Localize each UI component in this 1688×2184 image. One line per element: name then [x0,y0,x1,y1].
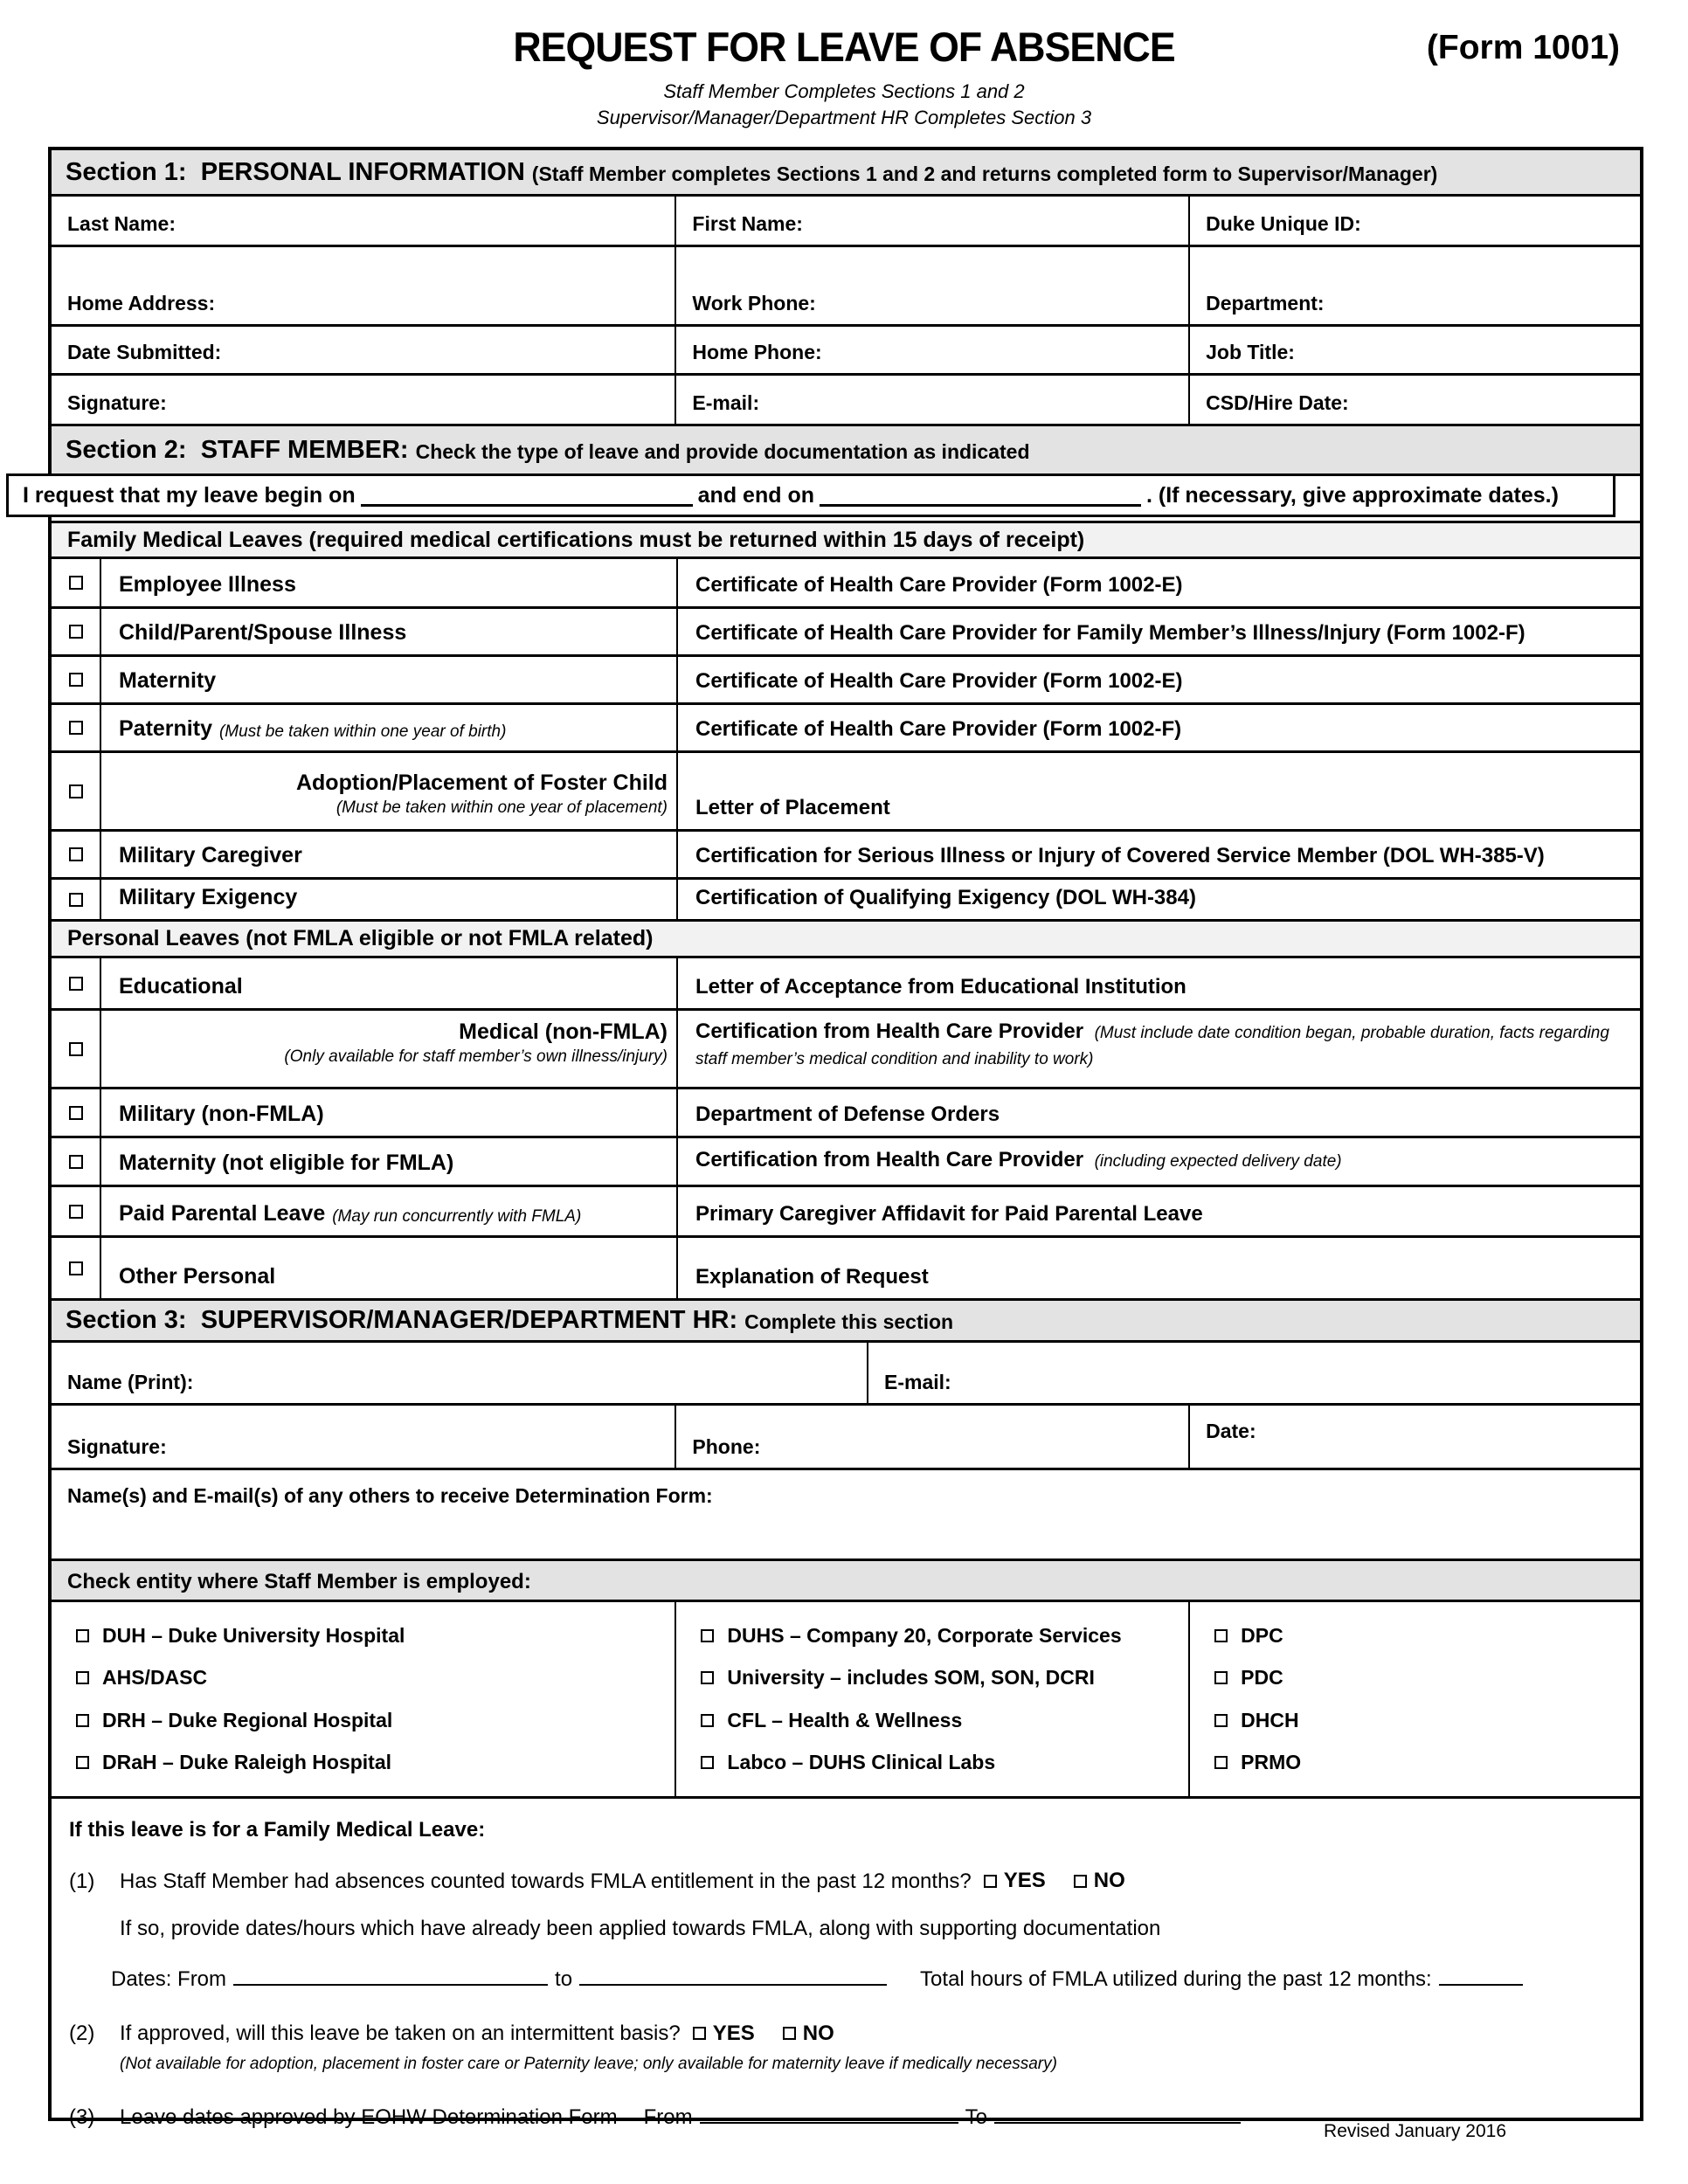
leave-label-note: (May run concurrently with FMLA) [332,1207,582,1226]
q2-no-option[interactable] [783,2022,834,2046]
leave-label: Educational [119,974,243,999]
leave-row-paid-parental [52,1185,1640,1235]
leave-row-military-exigency [52,877,1640,919]
checkbox-drh[interactable] [76,1714,89,1727]
leave-doc-note: (including expected delivery date) [1094,1152,1342,1171]
personal-leaves-band: Personal Leaves (not FMLA eligible or not FMLA related) [52,919,1640,956]
table-row [52,245,1640,324]
checkbox-military-exigency[interactable] [69,893,83,907]
leave-doc-note: (Must include date condition began, probable duration, facts regarding staff member’s medical condition and inability to work) [695,1024,1609,1069]
leave-row-maternity [52,654,1640,702]
leave-doc: Letter of Placement [695,796,890,819]
entity-label: DUH – Duke University Hospital [102,1623,405,1647]
checkbox-employee-illness[interactable] [69,576,83,590]
leave-label: Paternity [119,716,212,741]
checkbox-military-non-fmla[interactable] [69,1106,83,1120]
fml-questions-block [52,1796,1640,2130]
entity-label: University – includes SOM, SON, DCRI [727,1666,1095,1690]
work-phone-field[interactable]: Work Phone: [675,247,1188,324]
entity-label: AHS/DASC [102,1666,208,1690]
csd-hire-date-field[interactable]: CSD/Hire Date: [1188,376,1640,424]
entity-label: DUHS – Company 20, Corporate Services [727,1623,1122,1647]
home-address-field[interactable]: Home Address: [67,292,216,314]
leave-label: Employee Illness [119,572,296,597]
request-mid: and end on [697,482,814,508]
checkbox-q2-no[interactable] [783,2027,796,2040]
form-subtitle-staff: Staff Member Completes Sections 1 and 2 [663,80,1025,102]
table-row [52,373,1640,424]
yes-label: YES [1003,1869,1046,1892]
q1-number: (1) [69,1869,95,1893]
total-hours-label: Total hours of FMLA utilized during the past 12 months: [920,1966,1432,1991]
checkbox-military-caregiver[interactable] [69,847,83,861]
leave-label: Maternity (not eligible for FMLA) [119,1151,454,1175]
leave-row-military-non-fmla [52,1087,1640,1136]
section3-header [52,1298,1640,1340]
checkbox-prmo[interactable] [1214,1756,1228,1769]
checkbox-duhs[interactable] [701,1629,714,1642]
leave-doc: Certificate of Health Care Provider (Form 1002-F) [695,717,1182,741]
form-subtitle-supervisor: Supervisor/Manager/Department HR Completes Section 3 [596,107,1092,128]
entity-column-3 [1188,1602,1640,1796]
checkbox-q1-no[interactable] [1074,1875,1087,1888]
checkbox-educational[interactable] [69,977,83,991]
checkbox-child-parent-spouse-illness[interactable] [69,625,83,639]
entity-label: DRaH – Duke Raleigh Hospital [102,1751,392,1774]
section2-note: Check the type of leave and provide documentation as indicated [415,439,1030,463]
supervisor-email-field[interactable]: E-mail: [867,1343,1640,1403]
q2-number: (2) [69,2022,95,2046]
department-field[interactable]: Department: [1188,247,1640,324]
email-field[interactable]: E-mail: [675,376,1188,424]
fml-question-2 [69,2022,1622,2047]
entity-label: DPC [1241,1623,1283,1647]
table-row [52,1468,1640,1559]
signature-field[interactable]: Signature: [67,391,167,414]
leave-request-box [6,473,1615,517]
fml-q2-note: (Not available for adoption, placement in foster care or Paternity leave; only available for maternity leave if medically necessary) [120,2055,1057,2074]
entity-option-duh[interactable] [76,1624,669,1648]
entity-option-cfl[interactable] [701,1709,1183,1732]
q3-text: Leave dates approved by EOHW Determination Form [120,2105,618,2130]
entity-option-dhch[interactable] [1214,1709,1635,1732]
table-row [52,1403,1640,1468]
section1-title: Section 1: PERSONAL INFORMATION [66,157,525,186]
section2-title: Section 2: STAFF MEMBER: [66,435,409,464]
first-name-field[interactable]: First Name: [675,197,1188,245]
leave-row-military-caregiver [52,829,1640,877]
entity-option-labco[interactable] [701,1751,1183,1774]
leave-dates-row [23,473,1640,521]
checkbox-medical-non-fmla[interactable] [69,1042,83,1056]
supervisor-phone-field[interactable]: Phone: [675,1406,1188,1468]
request-lead: I request that my leave begin on [23,482,356,508]
entity-option-university[interactable] [701,1666,1183,1690]
leave-doc: Department of Defense Orders [695,1102,1000,1126]
yes-label: YES [712,2021,755,2045]
checkbox-maternity-not-fmla[interactable] [69,1155,83,1169]
entity-label: PDC [1241,1666,1283,1690]
checkbox-dpc[interactable] [1214,1629,1228,1642]
entity-heading: Check entity where Staff Member is employed: [67,1570,531,1593]
entity-label: CFL – Health & Wellness [727,1708,963,1731]
entity-band [52,1559,1640,1600]
q3-from-label: From [643,2105,693,2130]
leave-label: Military Caregiver [119,843,302,867]
total-hours-blank[interactable] [1439,1964,1523,1986]
leave-label: Military Exigency [119,885,298,909]
entity-option-drh[interactable] [76,1709,669,1732]
checkbox-paternity[interactable] [69,721,83,735]
entity-label: PRMO [1241,1751,1302,1774]
leave-label: Medical (non-FMLA) [459,1019,668,1044]
leave-row-educational [52,956,1640,1008]
checkbox-adoption-placement[interactable] [69,784,83,798]
leave-row-maternity-not-fmla [52,1136,1640,1185]
leave-doc: Certification from Health Care Provider [695,1019,1084,1044]
q3-to-label: To [965,2105,987,2130]
entity-option-dpc[interactable] [1214,1624,1635,1648]
checkbox-university[interactable] [701,1671,714,1684]
checkbox-labco[interactable] [701,1756,714,1769]
leave-doc: Certification for Serious Illness or Injury of Covered Service Member (DOL WH-385-V) [695,844,1545,867]
leave-row-adoption-placement [52,750,1640,829]
section3-title: Section 3: SUPERVISOR/MANAGER/DEPARTMENT HR: [66,1306,738,1334]
leave-label-note: (Must be taken within one year of placement) [336,798,668,817]
checkbox-pdc[interactable] [1214,1671,1228,1684]
table-row [52,1340,1640,1403]
entity-option-ahs-dasc[interactable] [76,1666,669,1690]
checkbox-maternity[interactable] [69,673,83,687]
entity-column-1 [52,1602,675,1796]
entity-label: DRH – Duke Regional Hospital [102,1708,393,1731]
checkbox-other-personal[interactable] [69,1261,83,1275]
section1-note: (Staff Member completes Sections 1 and 2 and returns completed form to Supervisor/Manager) [531,162,1438,185]
leave-end-date-blank[interactable] [820,484,1141,507]
last-name-field[interactable]: Last Name: [67,212,176,235]
family-medical-leaves-band: Family Medical Leaves (required medical certifications must be returned within 15 days of receipt) [52,521,1640,556]
section1-header [52,150,1640,194]
leave-label: Paid Parental Leave [119,1201,326,1226]
section3-note: Complete this section [744,1310,954,1333]
leave-label: Other Personal [119,1264,276,1289]
entity-option-drah[interactable] [76,1751,669,1774]
revision-note: Revised January 2016 [1324,2121,1506,2141]
fml-to-date-blank[interactable] [579,1964,887,1986]
table-row [52,324,1640,373]
fml-heading: If this leave is for a Family Medical Leave: [69,1818,486,1842]
leave-doc: Explanation of Request [695,1265,929,1289]
leave-doc: Primary Caregiver Affidavit for Paid Parental Leave [695,1202,1203,1226]
request-tail: . (If necessary, give approximate dates.) [1145,482,1559,508]
no-label: NO [802,2021,834,2045]
q2-yes-option[interactable] [693,2022,755,2046]
leave-label: Child/Parent/Spouse Illness [119,620,407,645]
leave-label: Military (non-FMLA) [119,1102,324,1126]
job-title-field[interactable]: Job Title: [1188,327,1640,373]
dates-from-label: Dates: From [111,1966,227,1991]
q1-no-option[interactable] [1074,1869,1125,1893]
fml-q1-subtext: If so, provide dates/hours which have already been applied towards FMLA, along with supporting documentation [120,1916,1161,1940]
checkbox-paid-parental[interactable] [69,1205,83,1219]
no-label: NO [1093,1869,1125,1892]
leave-doc: Certificate of Health Care Provider for Family Member’s Illness/Injury (Form 1002-F) [695,621,1525,645]
q2-text: If approved, will this leave be taken on an intermittent basis? [120,2022,681,2046]
entity-table [52,1600,1640,1796]
leave-row-child-parent-spouse-illness [52,606,1640,654]
checkbox-ahs-dasc[interactable] [76,1671,89,1684]
checkbox-drah[interactable] [76,1756,89,1769]
section2-header [52,424,1640,473]
fml-question-1 [69,1869,1622,1894]
date-submitted-field[interactable]: Date Submitted: [67,341,222,363]
checkbox-q1-yes[interactable] [984,1875,997,1888]
form-table [23,147,1643,2130]
checkbox-q2-yes[interactable] [693,2027,706,2040]
entity-label: DHCH [1241,1708,1299,1731]
q1-yes-option[interactable] [984,1869,1046,1893]
leave-begin-date-blank[interactable] [361,484,693,507]
supervisor-name-field[interactable]: Name (Print): [67,1371,194,1393]
determination-recipients-field[interactable]: Name(s) and E-mail(s) of any others to receive Determination Form: [67,1484,713,1507]
form-number: (Form 1001) [1426,29,1620,66]
leave-doc: Certification from Health Care Provider [695,1148,1084,1172]
entity-option-pdc[interactable] [1214,1666,1635,1690]
entity-option-duhs[interactable] [701,1624,1183,1648]
leave-doc: Certification of Qualifying Exigency (DOL WH-384) [695,886,1196,909]
leave-doc: Letter of Acceptance from Educational Institution [695,975,1186,999]
supervisor-date-field[interactable]: Date: [1188,1406,1640,1468]
checkbox-dhch[interactable] [1214,1714,1228,1727]
leave-label-note: (Only available for staff member’s own illness/injury) [284,1047,668,1066]
leave-row-employee-illness [52,556,1640,606]
leave-label: Adoption/Placement of Foster Child [295,770,668,795]
supervisor-signature-field[interactable]: Signature: [67,1435,167,1458]
entity-option-prmo[interactable] [1214,1751,1635,1774]
fml-from-date-blank[interactable] [233,1964,548,1986]
leave-row-other-personal [52,1235,1640,1298]
leave-doc: Certificate of Health Care Provider (Form 1002-E) [695,669,1183,693]
checkbox-cfl[interactable] [701,1714,714,1727]
fml-dates-line [69,1964,1622,1992]
leave-doc: Certificate of Health Care Provider (Form 1002-E) [695,573,1183,597]
entity-column-2 [675,1602,1188,1796]
eohw-from-date-blank[interactable] [700,2102,958,2124]
dates-to-label: to [555,1966,573,1991]
leave-label: Maternity [119,668,217,693]
q3-number: (3) [69,2105,95,2130]
leave-row-medical-non-fmla [52,1008,1640,1087]
eohw-to-date-blank[interactable] [994,2102,1241,2124]
duke-unique-id-field[interactable]: Duke Unique ID: [1188,197,1640,245]
table-row [52,194,1640,245]
entity-label: Labco – DUHS Clinical Labs [727,1751,996,1774]
checkbox-duh[interactable] [76,1629,89,1642]
leave-label-note: (Must be taken within one year of birth) [218,722,507,741]
leave-row-paternity [52,702,1640,750]
form-title: REQUEST FOR LEAVE OF ABSENCE [513,24,1175,70]
q1-text: Has Staff Member had absences counted towards FMLA entitlement in the past 12 months? [120,1869,972,1893]
home-phone-field[interactable]: Home Phone: [675,327,1188,373]
